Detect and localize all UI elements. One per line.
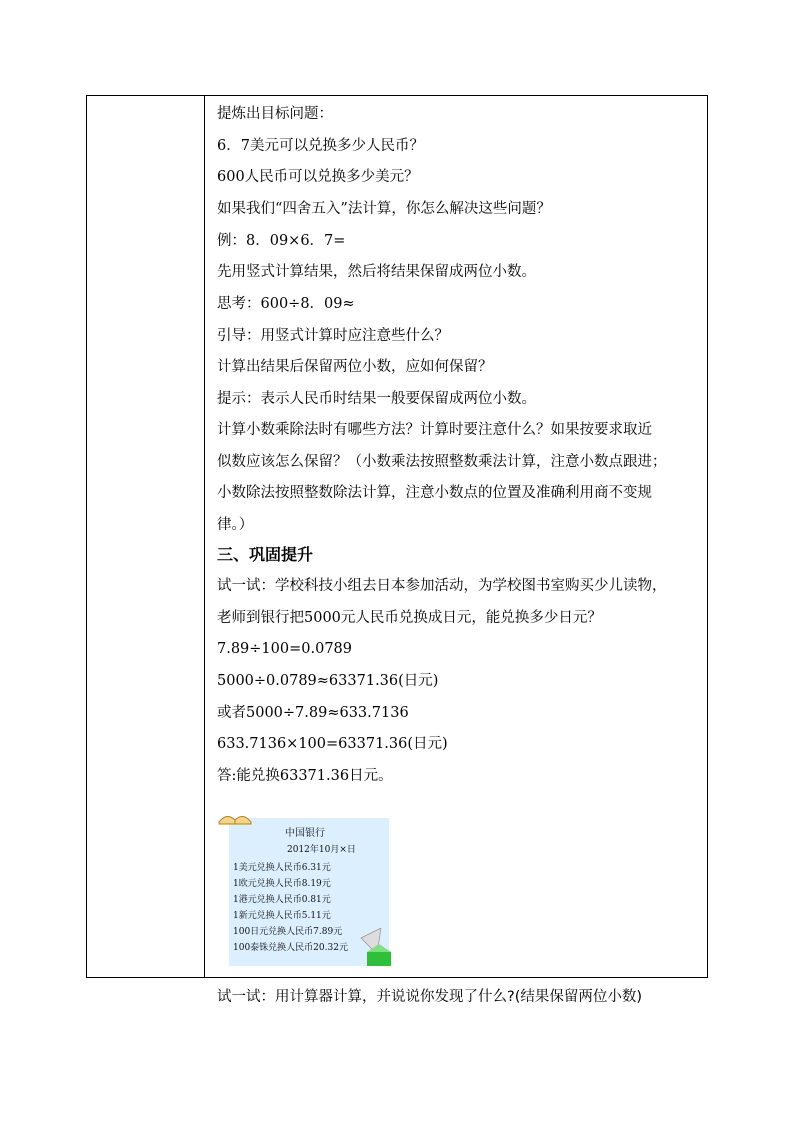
practice-line: 试一试：学校科技小组去日本参加活动，为学校图书室购买少儿读物， — [217, 578, 667, 594]
practice-line: 老师到银行把5000元人民币兑换成日元，能兑换多少日元？ — [217, 610, 602, 626]
book-icon — [217, 806, 253, 826]
text-line: 提示：表示人民币时结果一般要保留成两位小数。 — [217, 391, 536, 407]
practice-line: 答:能兑换63371.36日元。 — [217, 768, 393, 784]
text-line: 计算出结果后保留两位小数，应如何保留？ — [217, 359, 493, 375]
text-line: 似数应该怎么保留？（小数乘法按照整数乘法计算，注意小数点跟进； — [217, 454, 667, 470]
text-line: 思考：600÷8．09≈ — [217, 296, 355, 312]
section-title: 三、巩固提升 — [217, 545, 314, 564]
lesson-table — [86, 95, 708, 1005]
practice-line: 7.89÷100=0.0789 — [217, 641, 352, 657]
notice-rate: 1新元兑换人民币5.11元 — [233, 911, 331, 921]
notice-bank: 中国银行 — [285, 828, 325, 839]
text-line: 6．7美元可以兑换多少人民币？ — [217, 138, 424, 154]
notice-rate: 100日元兑换人民币7.89元 — [233, 927, 343, 937]
exchange-rate-notice — [217, 806, 393, 968]
notice-rate: 1美元兑换人民币6.31元 — [233, 863, 331, 873]
column-divider — [204, 96, 205, 977]
practice-line: 或者5000÷7.89≈633.7136 — [217, 705, 409, 721]
notice-rate: 1欧元兑换人民币8.19元 — [233, 879, 331, 889]
practice-line: 633.7136×100=63371.36(日元) — [217, 736, 448, 752]
text-line: 例：8．09×6．7= — [217, 233, 346, 249]
text-line: 600人民币可以兑换多少美元？ — [217, 169, 419, 185]
final-practice-line: 试一试：用计算器计算，并说说你发现了什么?(结果保留两位小数) — [217, 989, 643, 1005]
practice-line: 5000÷0.0789≈63371.36(日元) — [217, 673, 439, 689]
text-line: 先用竖式计算结果，然后将结果保留成两位小数。 — [217, 264, 536, 280]
text-line: 计算小数乘除法时有哪些方法？计算时要注意什么？如果按要求取近 — [217, 422, 652, 438]
notice-rate: 100泰铢兑换人民币20.32元 — [233, 943, 348, 953]
text-line: 引导：用竖式计算时应注意些什么？ — [217, 328, 449, 344]
text-line: 如果我们“四舍五入”法计算，你怎么解决这些问题？ — [217, 201, 551, 217]
notice-date: 2012年10月×日 — [287, 845, 356, 855]
notice-rate: 1港元兑换人民币0.81元 — [233, 895, 331, 905]
text-line: 律。） — [217, 517, 254, 533]
text-line: 小数除法按照整数除法计算，注意小数点的位置及准确利用商不变规 — [217, 485, 652, 501]
page-curl-icon — [359, 928, 393, 968]
text-line: 提炼出目标问题： — [217, 106, 333, 122]
